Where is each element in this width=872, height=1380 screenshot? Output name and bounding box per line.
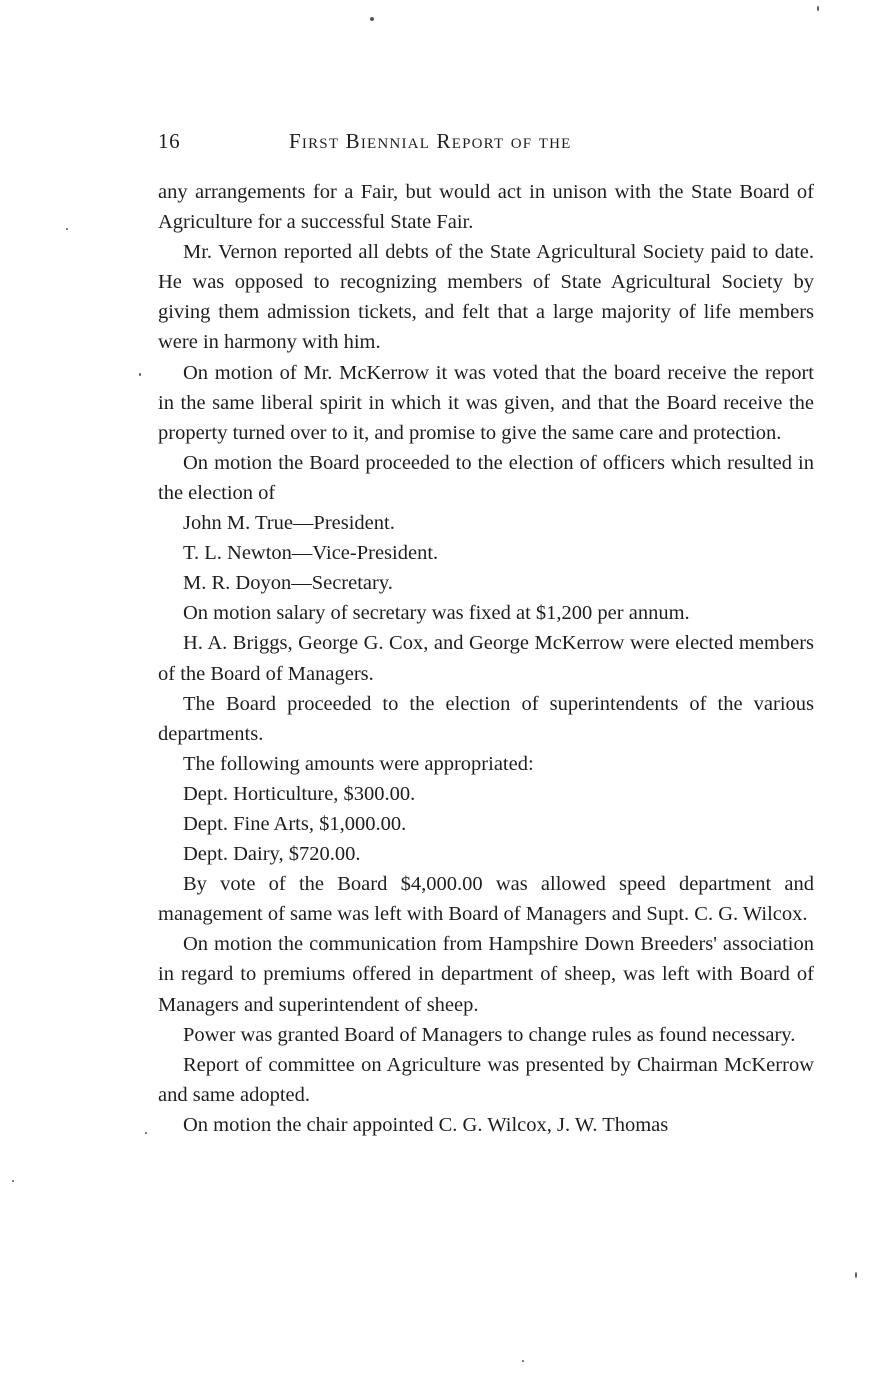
paragraph: The following amounts were appropriated: xyxy=(183,752,534,775)
paper-speck xyxy=(855,1272,857,1278)
paragraph: On motion the communication from Hampshire Down Breeders' association in regard to premiums offered in department of sheep, was left with Board of Managers and superintendent of sheep. xyxy=(158,933,814,1016)
body-text xyxy=(158,177,814,1140)
running-title: First Biennial Report of the xyxy=(289,129,572,153)
appropriation-line: Dept. Fine Arts, $1,000.00. xyxy=(183,812,407,835)
paper-speck xyxy=(145,1132,147,1134)
paragraph: On motion of Mr. McKerrow it was voted that the board receive the report in the same liberal spirit in which it was given, and that the Board receive the property turned over to it, and promise to give the same care and protection. xyxy=(158,361,814,444)
paper-speck xyxy=(522,1360,524,1362)
paragraph: The Board proceeded to the election of superintendents of the various departments. xyxy=(158,692,814,745)
paper-speck xyxy=(66,228,68,230)
paper-speck xyxy=(817,6,819,11)
paragraph: On motion the chair appointed C. G. Wilcox, J. W. Thomas xyxy=(183,1113,669,1136)
paper-speck xyxy=(370,17,374,21)
officer-line: T. L. Newton—Vice-President. xyxy=(183,542,439,565)
paragraph: H. A. Briggs, George G. Cox, and George McKerrow were elected members of the Board of Managers. xyxy=(158,632,814,685)
paragraph: Report of committee on Agriculture was presented by Chairman McKerrow and same adopted. xyxy=(158,1053,814,1106)
appropriation-line: Dept. Horticulture, $300.00. xyxy=(183,782,416,805)
paper-speck xyxy=(12,1180,14,1182)
paragraph: any arrangements for a Fair, but would act in unison with the State Board of Agriculture for a successful State Fair. xyxy=(158,181,814,234)
paragraph: Power was granted Board of Managers to change rules as found necessary. xyxy=(183,1023,796,1046)
paragraph: On motion salary of secretary was fixed at $1,200 per annum. xyxy=(183,602,690,625)
paper-speck xyxy=(139,373,141,376)
appropriation-line: Dept. Dairy, $720.00. xyxy=(183,843,361,866)
officer-line: John M. True—President. xyxy=(183,512,395,535)
page-number: 16 xyxy=(158,129,181,153)
paragraph: On motion the Board proceeded to the election of officers which resulted in the election of xyxy=(158,451,814,504)
page-header xyxy=(158,129,814,159)
officer-line: M. R. Doyon—Secretary. xyxy=(183,572,393,595)
paragraph: By vote of the Board $4,000.00 was allowed speed department and management of same was left with Board of Managers and Supt. C. G. Wilcox. xyxy=(158,873,814,926)
paragraph: Mr. Vernon reported all debts of the State Agricultural Society paid to date. He was opposed to recognizing members of State Agricultural Society by giving them admission tickets, and felt that a large majority of life members were in harmony with him. xyxy=(158,241,814,354)
